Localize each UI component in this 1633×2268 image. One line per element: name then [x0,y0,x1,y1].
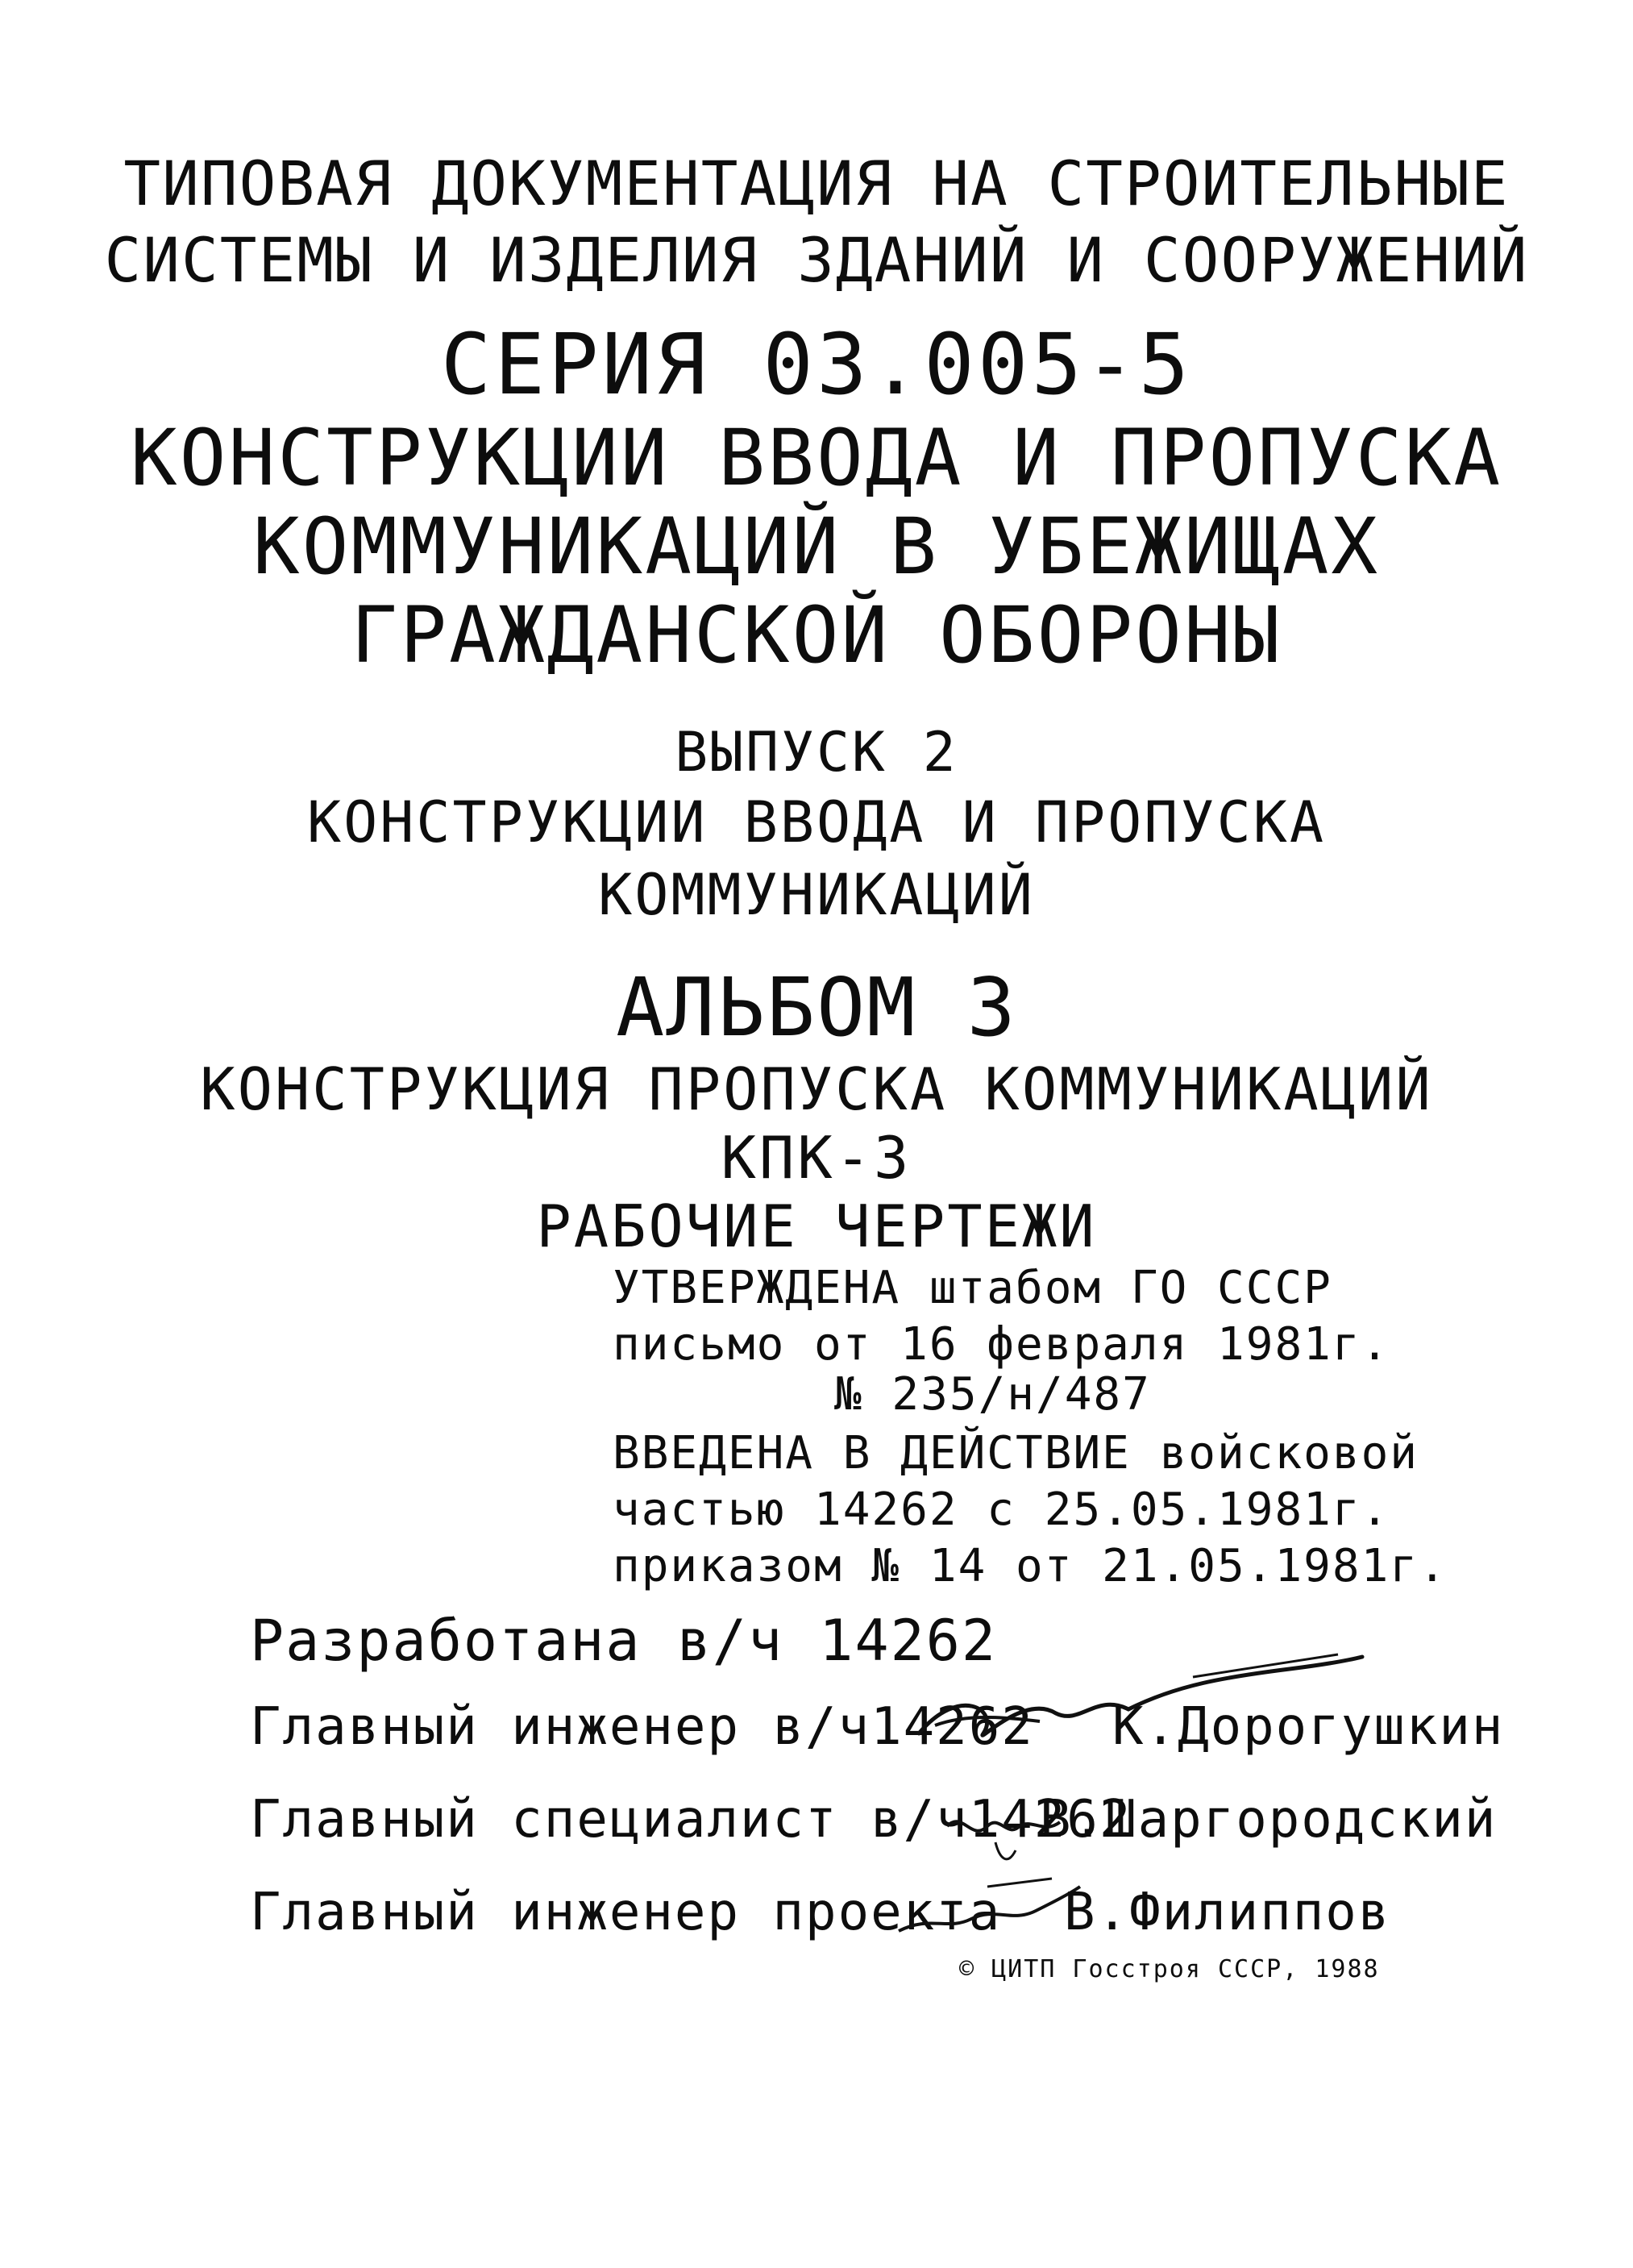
approval-line-5: частью 14262 с 25.05.1981г. [613,1484,1390,1536]
series-title-line-3: ГРАЖДАНСКОЙ ОБОРОНЫ [351,590,1282,680]
approval-line-3: № 235/н/487 [834,1368,1151,1421]
developer-name-1: К.Дорогушкин [1112,1697,1505,1757]
developer-role-3: Главный инженер проекта [250,1883,1002,1942]
series-title-line-1: КОНСТРУКЦИИ ВВОДА И ПРОПУСКА [130,413,1503,503]
approval-line-4: ВВЕДЕНА В ДЕЙСТВИЕ войсковой [613,1427,1419,1479]
series-label: СЕРИЯ 03.005-5 [440,315,1193,414]
developed-by: Разработана в/ч 14262 [250,1608,998,1674]
issue-title-line-1: КОНСТРУКЦИИ ВВОДА И ПРОПУСКА [306,789,1327,855]
album-subtitle: РАБОЧИЕ ЧЕРТЕЖИ [536,1192,1097,1260]
album-label: АЛЬБОМ 3 [616,960,1017,1055]
header-line-2: СИСТЕМЫ И ИЗДЕЛИЯ ЗДАНИЙ И СООРУЖЕНИЙ [104,224,1529,296]
approval-line-6: приказом № 14 от 21.05.1981г. [613,1540,1448,1592]
developer-role-1: Главный инженер в/ч14262 [250,1697,1034,1757]
developer-role-2: Главный специалист в/ч14262 [250,1790,1132,1850]
approval-line-2: письмо от 16 февраля 1981г. [613,1318,1390,1371]
signature-3 [891,1862,1084,1943]
album-code: КПК-3 [721,1124,912,1192]
issue-label: ВЫПУСК 2 [675,721,958,784]
developer-name-2: В.Шаргородский [1040,1790,1498,1850]
album-title: КОНСТРУКЦИЯ ПРОПУСКА КОММУНИКАЦИЙ [200,1055,1433,1123]
copyright-notice: © ЦИТП Госстроя СССР, 1988 [959,1955,1380,1983]
series-title-line-2: КОММУНИКАЦИЙ В УБЕЖИЩАХ [252,501,1381,592]
header-line-1: ТИПОВАЯ ДОКУМЕНТАЦИЯ НА СТРОИТЕЛЬНЫЕ [123,148,1510,219]
developer-name-3: В.Филиппов [1064,1883,1391,1942]
issue-title-line-2: КОММУНИКАЦИЙ [598,862,1035,928]
approval-line-1: УТВЕРЖДЕНА штабом ГО СССР [613,1262,1332,1314]
